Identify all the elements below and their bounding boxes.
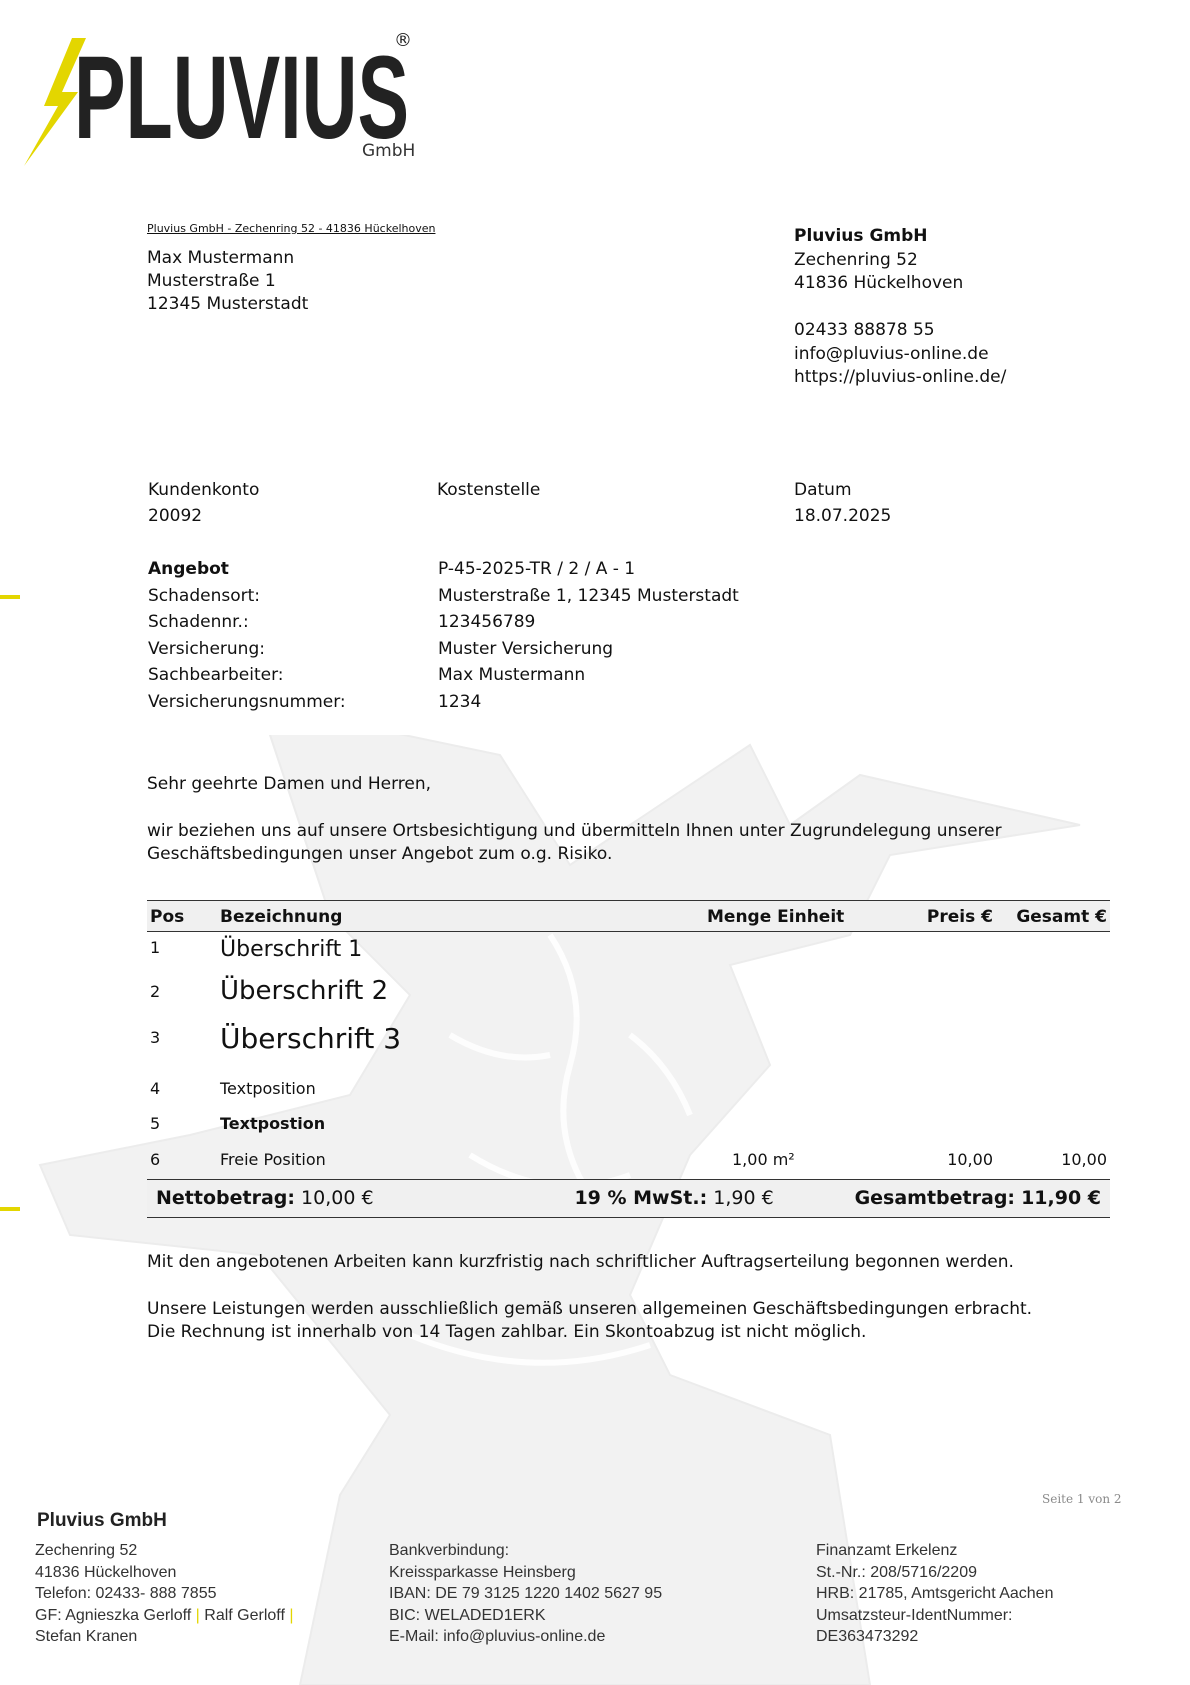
footer-vat-id-value: DE363473292 <box>816 1628 919 1645</box>
row-price <box>880 1070 996 1106</box>
company-street: Zechenring 52 <box>794 249 918 270</box>
damage-number-value: 123456789 <box>438 612 536 632</box>
row-pos: 4 <box>150 1078 161 1098</box>
footer-register: HRB: 21785, Amtsgericht Aachen <box>816 1585 1054 1602</box>
sender-return-line: Pluvius GmbH - Zechenring 52 - 41836 Hückelhoven <box>147 222 436 235</box>
items-table-wrapper <box>147 900 1110 1218</box>
insurance-value: Muster Versicherung <box>438 638 614 659</box>
date-value: 18.07.2025 <box>794 506 892 526</box>
clerk-label: Sachbearbeiter: <box>148 665 284 685</box>
logo-wordmark: PLUVIUS <box>74 32 409 164</box>
recipient-city: 12345 Musterstadt <box>147 294 309 314</box>
customer-account <box>148 477 259 529</box>
row-total <box>996 1106 1110 1143</box>
intro-paragraph: wir beziehen uns auf unsere Ortsbesichtigung und übermitteln Ihnen unter Zugrundelegung unserer Geschäftsbedingungen unser Angebot zum o.g. Risiko. <box>147 820 1002 864</box>
row-total <box>996 976 1110 1022</box>
footer-email: E-Mail: info@pluvius-online.de <box>389 1628 606 1645</box>
reference-row-insurance <box>148 636 948 663</box>
footer-manager-2: Ralf Gerloff <box>204 1606 285 1624</box>
vat-value: 1,90 € <box>713 1187 774 1209</box>
row-price <box>880 1022 996 1070</box>
footer-iban: IBAN: DE 79 3125 1220 1402 5627 95 <box>389 1585 663 1602</box>
vat-amount <box>574 1187 773 1209</box>
policy-number-value: 1234 <box>438 691 482 712</box>
col-description-header: Bezeichnung <box>217 901 704 932</box>
col-total-header: Gesamt € <box>996 901 1110 932</box>
table-row <box>147 1070 1110 1106</box>
row-quantity <box>704 1022 880 1070</box>
company-email: info@pluvius-online.de <box>794 343 989 364</box>
row-description: Freie Position <box>220 1149 326 1169</box>
row-pos: 3 <box>150 1027 161 1047</box>
footer-city: 41836 Hückelhoven <box>35 1563 177 1581</box>
row-description: Überschrift 1 <box>220 937 363 962</box>
row-description: Überschrift 2 <box>220 975 389 1006</box>
damage-location-value: Musterstraße 1, 12345 Musterstadt <box>438 585 739 606</box>
footer-bank-column <box>389 1540 662 1648</box>
row-total <box>996 932 1110 976</box>
footer-tax-number: St.-Nr.: 208/5716/2209 <box>816 1563 977 1581</box>
row-total: 10,00 <box>1061 1149 1107 1169</box>
company-city: 41836 Hückelhoven <box>794 273 964 293</box>
reference-block <box>148 556 948 715</box>
row-price <box>880 932 996 976</box>
row-quantity <box>704 932 880 976</box>
net-amount-value: 10,00 € <box>301 1187 374 1209</box>
document-date <box>794 477 891 529</box>
row-description: Überschrift 3 <box>220 1021 402 1055</box>
company-website: https://pluvius-online.de/ <box>794 367 1007 387</box>
table-row <box>147 1022 1110 1070</box>
col-pos-header: Pos <box>147 901 217 932</box>
row-price <box>880 976 996 1022</box>
offer-number: P-45-2025-TR / 2 / A - 1 <box>438 559 636 579</box>
separator-pipe: | <box>195 1606 200 1624</box>
row-pos: 2 <box>150 981 161 1001</box>
clerk-value: Max Mustermann <box>438 665 586 685</box>
table-row <box>147 976 1110 1022</box>
company-name: Pluvius GmbH <box>794 226 928 246</box>
table-row <box>147 1106 1110 1143</box>
footer-bank-name: Kreissparkasse Heinsberg <box>389 1563 576 1581</box>
closing-payment-note: Die Rechnung ist innerhalb von 14 Tagen zahlbar. Ein Skontoabzug ist nicht möglich. <box>147 1322 867 1342</box>
grand-total-label: Gesamtbetrag: <box>854 1187 1016 1209</box>
page-number: Seite 1 von 2 <box>1042 1492 1122 1506</box>
reference-row-clerk <box>148 662 948 689</box>
footer-manager-3: Stefan Kranen <box>35 1628 138 1645</box>
fold-mark-top <box>0 595 20 599</box>
letter-body <box>147 773 1097 890</box>
row-total <box>996 1070 1110 1106</box>
col-price-header: Preis € <box>880 901 996 932</box>
footer-bank-label: Bankverbindung: <box>389 1542 510 1559</box>
table-header-row <box>147 901 1110 932</box>
row-price: 10,00 <box>947 1149 993 1169</box>
insurance-label: Versicherung: <box>148 638 265 659</box>
footer-street: Zechenring 52 <box>35 1542 138 1559</box>
separator-pipe: | <box>289 1606 294 1624</box>
table-row <box>147 1143 1110 1179</box>
closing-terms-note: Unsere Leistungen werden ausschließlich gemäß unseren allgemeinen Geschäftsbedingungen erbracht. <box>147 1298 1033 1319</box>
footer-managers <box>35 1605 294 1627</box>
row-description: Textpostion <box>220 1113 326 1133</box>
reference-row-policy <box>148 689 948 716</box>
row-price <box>880 1106 996 1143</box>
company-logo <box>22 28 462 178</box>
items-table <box>147 900 1110 1179</box>
row-quantity <box>704 976 880 1022</box>
footer-address-column <box>35 1540 294 1648</box>
company-phone: 02433 88878 55 <box>794 320 935 340</box>
row-pos: 5 <box>150 1113 161 1133</box>
salutation: Sehr geehrte Damen und Herren, <box>147 774 432 794</box>
registered-mark: ® <box>394 30 412 51</box>
vat-label: 19 % MwSt.: <box>574 1187 708 1209</box>
row-quantity: 1,00 m² <box>732 1149 795 1169</box>
row-quantity <box>704 1070 880 1106</box>
grand-total <box>855 1187 1101 1209</box>
reference-row-offer <box>148 556 948 583</box>
totals-bar <box>147 1179 1110 1218</box>
logo-suffix: GmbH <box>362 141 416 161</box>
policy-number-label: Versicherungsnummer: <box>148 691 346 712</box>
footer-tax-column <box>816 1540 1053 1648</box>
table-row <box>147 932 1110 976</box>
customer-account-value: 20092 <box>148 506 203 526</box>
footer-bic: BIC: WELADED1ERK <box>389 1606 546 1624</box>
damage-number-label: Schadennr.: <box>148 612 249 632</box>
row-pos: 6 <box>150 1149 161 1169</box>
company-address <box>794 225 1006 390</box>
reference-row-location <box>148 583 948 610</box>
reference-row-damage-number <box>148 609 948 636</box>
recipient-name: Max Mustermann <box>147 248 295 268</box>
footer-manager-1: GF: Agnieszka Gerloff <box>35 1606 192 1624</box>
fold-mark-bottom <box>0 1207 20 1211</box>
row-description: Textposition <box>220 1078 316 1098</box>
grand-total-value: 11,90 € <box>1021 1187 1101 1209</box>
footer-company-name: Pluvius GmbH <box>37 1510 167 1531</box>
row-total <box>996 1022 1110 1070</box>
footer-phone: Telefon: 02433- 888 7855 <box>35 1585 217 1602</box>
cost-center-label: Kostenstelle <box>437 480 541 500</box>
recipient-address <box>147 247 308 316</box>
damage-location-label: Schadensort: <box>148 585 260 606</box>
cost-center <box>437 477 540 503</box>
customer-account-label: Kundenkonto <box>148 480 260 500</box>
row-pos: 1 <box>150 938 161 957</box>
footer-vat-id-label: Umsatzsteur-IdentNummer: <box>816 1606 1013 1624</box>
closing-start-note: Mit den angebotenen Arbeiten kann kurzfristig nach schriftlicher Auftragserteilung begonnen werden. <box>147 1252 1014 1272</box>
footer-tax-office: Finanzamt Erkelenz <box>816 1542 958 1559</box>
recipient-street: Musterstraße 1 <box>147 271 276 291</box>
row-quantity <box>704 1106 880 1143</box>
net-amount-label: Nettobetrag: <box>156 1187 295 1209</box>
col-quantity-unit-header: Menge Einheit <box>704 901 880 932</box>
date-label: Datum <box>794 480 852 500</box>
net-amount <box>156 1187 374 1209</box>
closing-text <box>147 1251 1127 1345</box>
offer-label: Angebot <box>148 559 229 579</box>
